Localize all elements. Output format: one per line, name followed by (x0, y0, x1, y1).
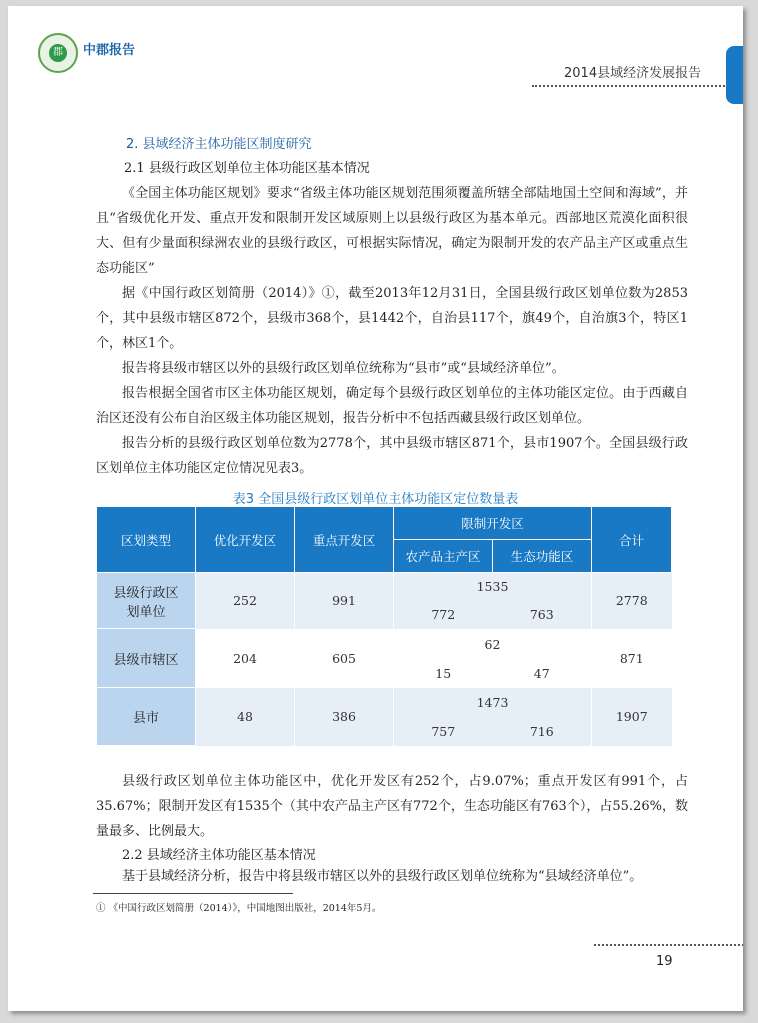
report-title: 2014县域经济发展报告 (564, 66, 702, 81)
paragraph: 报告根据全国省市区主体功能区规划，确定每个县级行政区划单位的主体功能区定位。由于西藏自治区还没有公布自治区级主体功能区规划，报告分析中不包括西藏县级行政区划单位。 (96, 386, 688, 426)
header-limit: 限制开发区 (394, 507, 592, 540)
header-eco: 生态功能区 (493, 540, 592, 573)
cell-opt: 48 (196, 688, 295, 746)
paragraph: 报告分析的县级行政区划单位数为2778个，其中县级市辖区871个，县市1907个。全国县级行政区划单位主体功能区定位情况见表3。 (96, 436, 688, 476)
report-page (8, 6, 743, 1011)
brand-logo (38, 33, 78, 73)
row-label: 县市 (97, 688, 196, 746)
cell-limit: 1473 (394, 688, 592, 718)
row-label: 县级市辖区 (97, 629, 196, 688)
body-text-1 (96, 181, 688, 481)
cell-agri: 15 (394, 660, 493, 688)
cell-key: 386 (295, 688, 394, 746)
cell-opt: 252 (196, 573, 295, 629)
brand-name: 中郡报告 (83, 43, 136, 58)
page-number: 19 (656, 954, 673, 969)
paragraph: 县级行政区划单位主体功能区中，优化开发区有252个，占9.07%；重点开发区有991个，占35.67%；限制开发区有1535个（其中农产品主产区有772个，生态功能区有763个），占55.26%，数量最多、比例最大。 (96, 774, 688, 839)
cell-key: 605 (295, 629, 394, 688)
cell-total: 871 (592, 629, 672, 688)
paragraph: 基于县域经济分析，报告中将县级市辖区以外的县级行政区划单位统称为“县域经济单位”。 (122, 869, 643, 884)
body-text-3 (96, 864, 688, 889)
cell-total: 1907 (592, 688, 672, 746)
side-tab (726, 46, 743, 104)
header-divider (532, 85, 728, 87)
cell-agri: 757 (394, 718, 493, 746)
cell-eco: 716 (493, 718, 592, 746)
paragraph: 报告将县级市辖区以外的县级行政区划单位统称为“县市”或“县域经济单位”。 (122, 361, 565, 376)
header-type: 区划类型 (97, 507, 196, 573)
cell-limit: 62 (394, 629, 592, 660)
function-zone-table (96, 506, 672, 746)
row-label: 县级行政区划单位 (97, 573, 196, 629)
footer-divider (594, 944, 743, 946)
cell-key: 991 (295, 573, 394, 629)
section-title: 2. 县域经济主体功能区制度研究 (126, 137, 312, 152)
subsection-2-1: 2.1 县级行政区划单位主体功能区基本情况 (124, 161, 370, 176)
footnote: ① 《中国行政区划简册（2014）》，中国地图出版社，2014年5月。 (96, 903, 382, 914)
body-text-2 (96, 769, 688, 844)
cell-eco: 47 (493, 660, 592, 688)
header-key: 重点开发区 (295, 507, 394, 573)
cell-eco: 763 (493, 601, 592, 629)
cell-opt: 204 (196, 629, 295, 688)
paragraph: 《全国主体功能区规划》要求“省级主体功能区规划范围须覆盖所辖全部陆地国土空间和海域”，并且“省级优化开发、重点开发和限制开发区域原则上以县级行政区为基本单元。西部地区荒漠化面积很大、但有少量面积绿洲农业的县级行政区，可根据实际情况，确定为限制开发的农产品主产区或重点生态功能区” (96, 186, 688, 276)
table-caption: 表3 全国县级行政区划单位主体功能区定位数量表 (232, 492, 519, 507)
cell-total: 2778 (592, 573, 672, 629)
header-opt: 优化开发区 (196, 507, 295, 573)
footnote-divider (93, 893, 293, 894)
subsection-2-2: 2.2 县域经济主体功能区基本情况 (122, 848, 316, 863)
logo-mark: 郡 (49, 44, 67, 62)
cell-limit: 1535 (394, 573, 592, 601)
header-agri: 农产品主产区 (394, 540, 493, 573)
paragraph: 据《中国行政区划简册（2014）》①，截至2013年12月31日，全国县级行政区划单位数为2853个，其中县级市辖区872个，县级市368个，县1442个，自治县117个，旗49个，自治旗3个，特区1个，林区1个。 (96, 286, 688, 351)
cell-agri: 772 (394, 601, 493, 629)
header-total: 合计 (592, 507, 672, 573)
